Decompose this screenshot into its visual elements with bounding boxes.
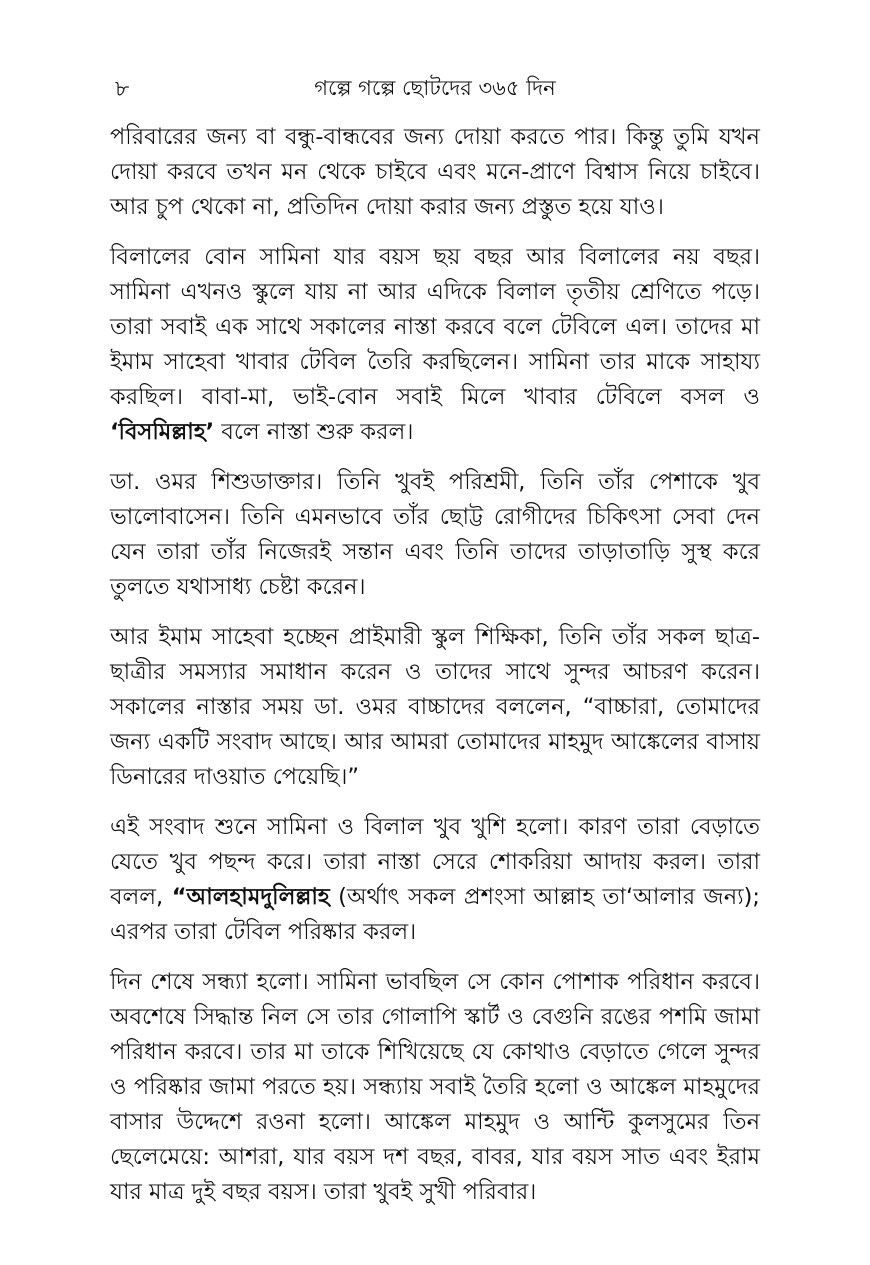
running-title: গল্পে গল্পে ছোটদের ৩৬৫ দিন	[314, 76, 556, 100]
paragraph-text: দিন শেষে সন্ধ্যা হলো। সামিনা ভাবছিল সে কোন পোশাক পরিধান করবে। অবশেষে সিদ্ধান্ত নিল সে তার গোলাপি স্কার্ট ও বেগুনি রঙের পশমি জামা পরিধান করবে। তার মা তাকে শিখিয়েছে যে কোথাও বেড়াতে গেলে সুন্দর ও পরিষ্কার জামা পরতে হয়। সন্ধ্যায় সবাই তৈরি হলো ও আঙ্কেল মাহমুদের বাসার উদ্দেশে রওনা হলো। আঙ্কেল মাহমুদ ও আন্টি কুলসুমের তিন ছেলেমেয়ে: আশরা, যার বয়স দশ বছর, বাবর, যার বয়স সাত এবং ইরাম যার মাত্র দুই বছর বয়স। তারা খুবই সুখী পরিবার।	[110, 969, 760, 1205]
paragraph-6	[110, 965, 760, 1210]
page-number: ৮	[115, 77, 130, 102]
paragraph-3	[110, 465, 760, 605]
paragraph-text-after: বলে নাস্তা শুরু করল।	[214, 419, 414, 445]
paragraph-text: বিলালের বোন সামিনা যার বয়স ছয় বছর আর বিলালের নয় বছর। সামিনা এখনও স্কুলে যায় না আর এদিকে বিলাল তৃতীয় শ্রেণিতে পড়ে। তারা সবাই এক সাথে সকালের নাস্তা করবে বলে টেবিলে এল। তাদের মা ইমাম সাহেবা খাবার টেবিল তৈরি করছিলেন। সামিনা তার মাকে সাহায্য করছিল। বাবা-মা, ভাই-বোন সবাই মিলে খাবার টেবিলে বসল ও	[110, 244, 760, 410]
paragraph-text: পরিবারের জন্য বা বন্ধু-বান্ধবের জন্য দোয়া করতে পার। কিন্তু তুমি যখন দোয়া করবে তখন মন থেকে চাইবে এবং মনে-প্রাণে বিশ্বাস নিয়ে চাইবে। আর চুপ থেকো না, প্রতিদিন দোয়া করার জন্য প্রস্তুত হয়ে যাও।	[110, 124, 760, 220]
page-header	[110, 68, 760, 108]
paragraph-text-after: (অর্থাৎ সকল প্রশংসা আল্লাহ তা‘আলার জন্য); এরপর তারা টেবিল পরিষ্কার করল।	[110, 884, 761, 945]
alhamdulillah-bold: “আলহামদুলিল্লাহ	[171, 884, 330, 910]
paragraph-text: আর ইমাম সাহেবা হচ্ছেন প্রাইমারী স্কুল শিক্ষিকা, তিনি তাঁর সকল ছাত্র-ছাত্রীর সমস্যার সমাধান করেন ও তাদের সাথে সুন্দর আচরণ করেন। সকালের নাস্তার সময় ডা. ওমর বাচ্চাদের বললেন, “বাচ্চারা, তোমাদের জন্য একটি সংবাদ আছে। আর আমরা তোমাদের মাহমুদ আঙ্কেলের বাসায় ডিনারের দাওয়াত পেয়েছি।”	[110, 624, 760, 790]
paragraph-1	[110, 120, 760, 225]
bismillah-bold: ‘বিসমিল্লাহ’	[110, 419, 215, 445]
paragraph-5	[110, 810, 760, 950]
paragraph-text: ডা. ওমর শিশুডাক্তার। তিনি খুবই পরিশ্রমী, তিনি তাঁর পেশাকে খুব ভালোবাসেন। তিনি এমনভাবে তাঁর ছোট্ট রোগীদের চিকিৎসা সেবা দেন যেন তারা তাঁর নিজেরই সন্তান এবং তিনি তাদের তাড়াতাড়ি সুস্থ করে তুলতে যথাসাধ্য চেষ্টা করেন।	[110, 469, 760, 600]
paragraph-2	[110, 240, 760, 450]
paragraph-4	[110, 620, 760, 795]
paragraph-text: এই সংবাদ শুনে সামিনা ও বিলাল খুব খুশি হলো। কারণ তারা বেড়াতে যেতে খুব পছন্দ করে। তারা নাস্তা সেরে শোকরিয়া আদায় করল। তারা বলল,	[110, 814, 760, 910]
